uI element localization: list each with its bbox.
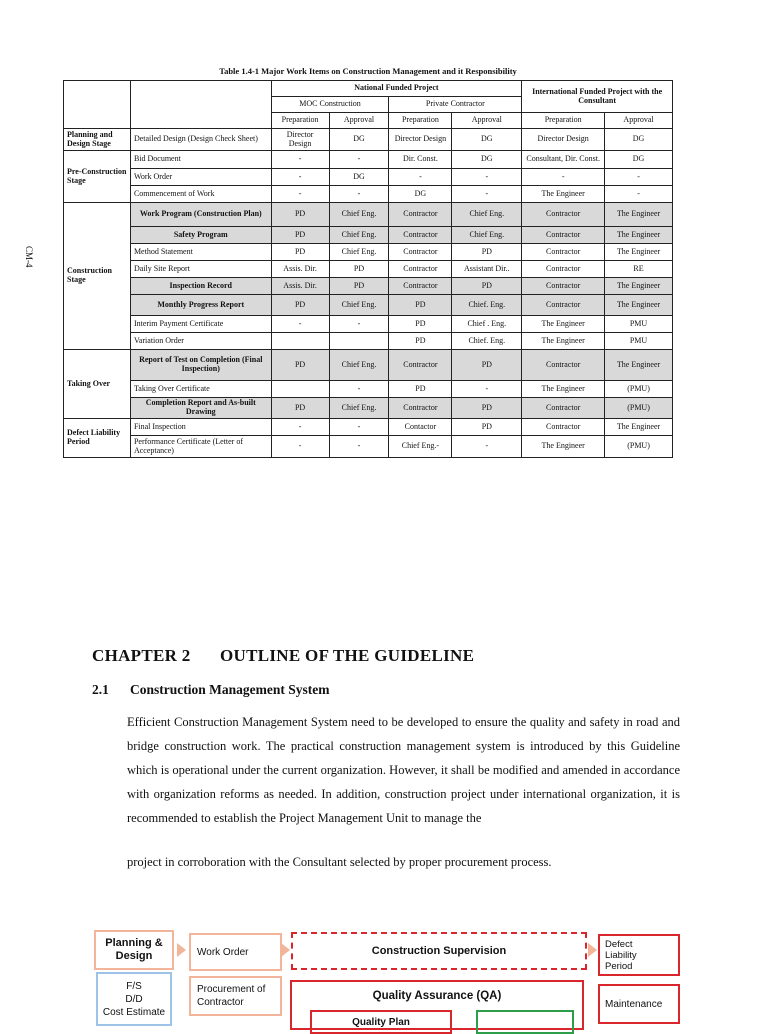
table-row — [64, 186, 673, 203]
page-side-label: CM-4 — [24, 246, 34, 268]
section-title: Construction Management System — [130, 682, 330, 697]
header-national: National Funded Project — [271, 81, 522, 97]
item-cell: Performance Certificate (Letter of Acceptance) — [130, 436, 271, 458]
responsibility-cell: The Engineer — [605, 295, 673, 316]
item-cell: Detailed Design (Design Check Sheet) — [130, 129, 271, 151]
table-row — [64, 169, 673, 186]
responsibility-cell: - — [271, 316, 329, 333]
responsibility-cell: Dir. Const. — [389, 151, 452, 169]
responsibility-cell: Contractor — [389, 261, 452, 278]
responsibility-cell: DG — [329, 129, 389, 151]
responsibility-cell: - — [271, 419, 329, 436]
responsibility-cell: Contractor — [522, 398, 605, 419]
chapter-heading — [92, 646, 474, 666]
body-paragraph: Efficient Construction Management System need to be developed to ensure the quality and safety in road and bridge construction work. The practical construction management system is introduced by this Guideline which is operational under the current organization. However, it shall be modified and amended in accordance with organization reforms as needed. In addition, construction project under international organization, it is recommended to establish the Project Management Unit to manage the — [127, 715, 680, 825]
table-row — [64, 398, 673, 419]
table-row — [64, 419, 673, 436]
responsibility-cell: DG — [605, 129, 673, 151]
responsibility-cell: - — [452, 381, 522, 398]
chapter-title: OUTLINE OF THE GUIDELINE — [220, 646, 475, 665]
responsibility-cell: - — [329, 436, 389, 458]
stage-cell: Construction Stage — [64, 203, 131, 350]
fs-dd-cost-box: F/S D/D Cost Estimate — [96, 972, 172, 1026]
responsibility-cell: Assistant Dir.. — [452, 261, 522, 278]
item-cell: Completion Report and As-built Drawing — [130, 398, 271, 419]
stage-cell: Taking Over — [64, 350, 131, 419]
item-cell: Interim Payment Certificate — [130, 316, 271, 333]
responsibility-cell: Chief Eng. — [452, 203, 522, 227]
body-paragraph-continued: project in corroboration with the Consultant selected by proper procurement process. — [127, 855, 552, 869]
planning-design-box: Planning & Design — [94, 930, 174, 970]
responsibility-cell: The Engineer — [522, 333, 605, 350]
header-international: International Funded Project with the Consultant — [522, 81, 673, 113]
item-cell: Monthly Progress Report — [130, 295, 271, 316]
item-cell: Daily Site Report — [130, 261, 271, 278]
responsibility-cell: PD — [452, 244, 522, 261]
responsibility-cell: Contractor — [522, 278, 605, 295]
responsibility-cell: Assis. Dir. — [271, 261, 329, 278]
header-approval: Approval — [329, 113, 389, 129]
responsibility-cell: - — [329, 186, 389, 203]
item-cell: Work Order — [130, 169, 271, 186]
work-items-table — [63, 80, 673, 458]
responsibility-cell: - — [329, 419, 389, 436]
item-cell: Commencement of Work — [130, 186, 271, 203]
quality-control-box — [476, 1010, 574, 1034]
responsibility-cell: Contractor — [522, 244, 605, 261]
responsibility-cell: PD — [452, 350, 522, 381]
responsibility-cell: PD — [329, 278, 389, 295]
arrow-right-icon — [281, 943, 290, 957]
responsibility-cell: Chief Eng. — [329, 398, 389, 419]
section-heading — [92, 682, 329, 698]
item-cell: Inspection Record — [130, 278, 271, 295]
responsibility-cell: The Engineer — [605, 278, 673, 295]
table-row — [64, 261, 673, 278]
responsibility-cell: PD — [452, 278, 522, 295]
table-row — [64, 278, 673, 295]
responsibility-cell: - — [271, 436, 329, 458]
responsibility-cell: PD — [271, 350, 329, 381]
responsibility-cell: - — [271, 151, 329, 169]
responsibility-cell: The Engineer — [522, 316, 605, 333]
table-row — [64, 381, 673, 398]
header-blank-stage — [64, 81, 131, 129]
responsibility-cell: The Engineer — [605, 419, 673, 436]
responsibility-cell: The Engineer — [605, 350, 673, 381]
responsibility-cell: - — [389, 169, 452, 186]
item-cell: Bid Document — [130, 151, 271, 169]
responsibility-cell: DG — [452, 129, 522, 151]
responsibility-cell: The Engineer — [605, 227, 673, 244]
responsibility-cell: DG — [389, 186, 452, 203]
defect-liability-box: Defect Liability Period — [598, 934, 680, 976]
responsibility-cell: - — [605, 186, 673, 203]
responsibility-cell: PD — [271, 398, 329, 419]
responsibility-cell: Contractor — [389, 244, 452, 261]
quality-plan-box: Quality Plan — [310, 1010, 452, 1034]
header-preparation: Preparation — [271, 113, 329, 129]
stage-cell: Defect Liability Period — [64, 419, 131, 458]
table-row — [64, 129, 673, 151]
responsibility-cell: (PMU) — [605, 436, 673, 458]
section-number: 2.1 — [92, 682, 109, 697]
responsibility-cell: DG — [329, 169, 389, 186]
responsibility-cell: PMU — [605, 316, 673, 333]
responsibility-cell: (PMU) — [605, 398, 673, 419]
table-row — [64, 151, 673, 169]
table-row — [64, 333, 673, 350]
responsibility-cell: Chief Eng.- — [389, 436, 452, 458]
responsibility-cell: Contractor — [522, 419, 605, 436]
responsibility-cell: - — [329, 381, 389, 398]
item-cell: Taking Over Certificate — [130, 381, 271, 398]
responsibility-cell: The Engineer — [605, 203, 673, 227]
responsibility-cell: PD — [389, 381, 452, 398]
stage-cell: Pre-Construction Stage — [64, 151, 131, 203]
item-cell: Final Inspection — [130, 419, 271, 436]
responsibility-cell: PD — [389, 316, 452, 333]
header-preparation: Preparation — [389, 113, 452, 129]
responsibility-cell: Assis. Dir. — [271, 278, 329, 295]
responsibility-cell: PD — [329, 261, 389, 278]
responsibility-cell: - — [605, 169, 673, 186]
responsibility-cell: - — [271, 169, 329, 186]
responsibility-cell: - — [452, 169, 522, 186]
responsibility-cell: DG — [452, 151, 522, 169]
table-row — [64, 316, 673, 333]
responsibility-cell: - — [329, 151, 389, 169]
responsibility-cell: Director Design — [389, 129, 452, 151]
chapter-number: CHAPTER 2 — [92, 646, 191, 665]
responsibility-cell: PD — [389, 333, 452, 350]
header-blank-item — [130, 81, 271, 129]
maintenance-box: Maintenance — [598, 984, 680, 1024]
responsibility-cell: PD — [271, 244, 329, 261]
procurement-box: Procurement of Contractor — [189, 976, 282, 1016]
responsibility-cell: Chief Eng. — [329, 203, 389, 227]
responsibility-cell — [329, 333, 389, 350]
responsibility-cell: Chief Eng. — [329, 244, 389, 261]
responsibility-cell: Director Design — [271, 129, 329, 151]
table-row — [64, 203, 673, 227]
responsibility-cell: Contractor — [389, 203, 452, 227]
header-moc: MOC Construction — [271, 97, 389, 113]
responsibility-cell: Contactor — [389, 419, 452, 436]
responsibility-cell: Consultant, Dir. Const. — [522, 151, 605, 169]
item-cell: Safety Program — [130, 227, 271, 244]
responsibility-cell: PD — [271, 203, 329, 227]
item-cell: Method Statement — [130, 244, 271, 261]
responsibility-cell: Chief . Eng. — [452, 316, 522, 333]
responsibility-cell: - — [452, 186, 522, 203]
responsibility-cell: Contractor — [522, 261, 605, 278]
arrow-right-icon — [588, 943, 597, 957]
responsibility-cell: Director Design — [522, 129, 605, 151]
header-preparation: Preparation — [522, 113, 605, 129]
item-cell: Work Program (Construction Plan) — [130, 203, 271, 227]
responsibility-cell: Contractor — [389, 398, 452, 419]
responsibility-cell: - — [452, 436, 522, 458]
arrow-right-icon — [177, 943, 186, 957]
responsibility-cell: - — [522, 169, 605, 186]
header-approval: Approval — [605, 113, 673, 129]
responsibility-cell: PMU — [605, 333, 673, 350]
responsibility-cell — [271, 381, 329, 398]
responsibility-cell: Contractor — [389, 350, 452, 381]
construction-supervision-box: Construction Supervision — [291, 932, 587, 970]
responsibility-cell: The Engineer — [522, 186, 605, 203]
table-row — [64, 295, 673, 316]
responsibility-cell: PD — [389, 295, 452, 316]
responsibility-cell: Chief. Eng. — [452, 295, 522, 316]
table-caption: Table 1.4-1 Major Work Items on Construction Management and it Responsibility — [219, 66, 517, 76]
responsibility-cell: Contractor — [522, 295, 605, 316]
item-cell: Variation Order — [130, 333, 271, 350]
responsibility-cell — [271, 333, 329, 350]
item-cell: Report of Test on Completion (Final Inspection) — [130, 350, 271, 381]
responsibility-cell: Chief. Eng. — [452, 333, 522, 350]
work-order-box: Work Order — [189, 933, 282, 971]
responsibility-cell: - — [271, 186, 329, 203]
responsibility-cell: Chief Eng. — [452, 227, 522, 244]
table-row — [64, 436, 673, 458]
stage-cell: Planning and Design Stage — [64, 129, 131, 151]
responsibility-cell: - — [329, 316, 389, 333]
responsibility-cell: (PMU) — [605, 381, 673, 398]
responsibility-cell: Contractor — [389, 227, 452, 244]
responsibility-cell: Chief Eng. — [329, 227, 389, 244]
responsibility-cell: RE — [605, 261, 673, 278]
responsibility-cell: PD — [271, 227, 329, 244]
table-row — [64, 227, 673, 244]
responsibility-cell: Contractor — [522, 203, 605, 227]
responsibility-cell: The Engineer — [522, 436, 605, 458]
header-approval: Approval — [452, 113, 522, 129]
responsibility-cell: Contractor — [389, 278, 452, 295]
responsibility-cell: Chief Eng. — [329, 350, 389, 381]
responsibility-cell: DG — [605, 151, 673, 169]
responsibility-cell: The Engineer — [605, 244, 673, 261]
responsibility-cell: PD — [452, 398, 522, 419]
responsibility-cell: Contractor — [522, 350, 605, 381]
responsibility-cell: Chief Eng. — [329, 295, 389, 316]
table-row — [64, 244, 673, 261]
responsibility-cell: PD — [452, 419, 522, 436]
responsibility-cell: PD — [271, 295, 329, 316]
responsibility-cell: Contractor — [522, 227, 605, 244]
table-row — [64, 350, 673, 381]
quality-assurance-box: Quality Assurance (QA) — [290, 980, 584, 1030]
responsibility-cell: The Engineer — [522, 381, 605, 398]
header-private: Private Contractor — [389, 97, 522, 113]
